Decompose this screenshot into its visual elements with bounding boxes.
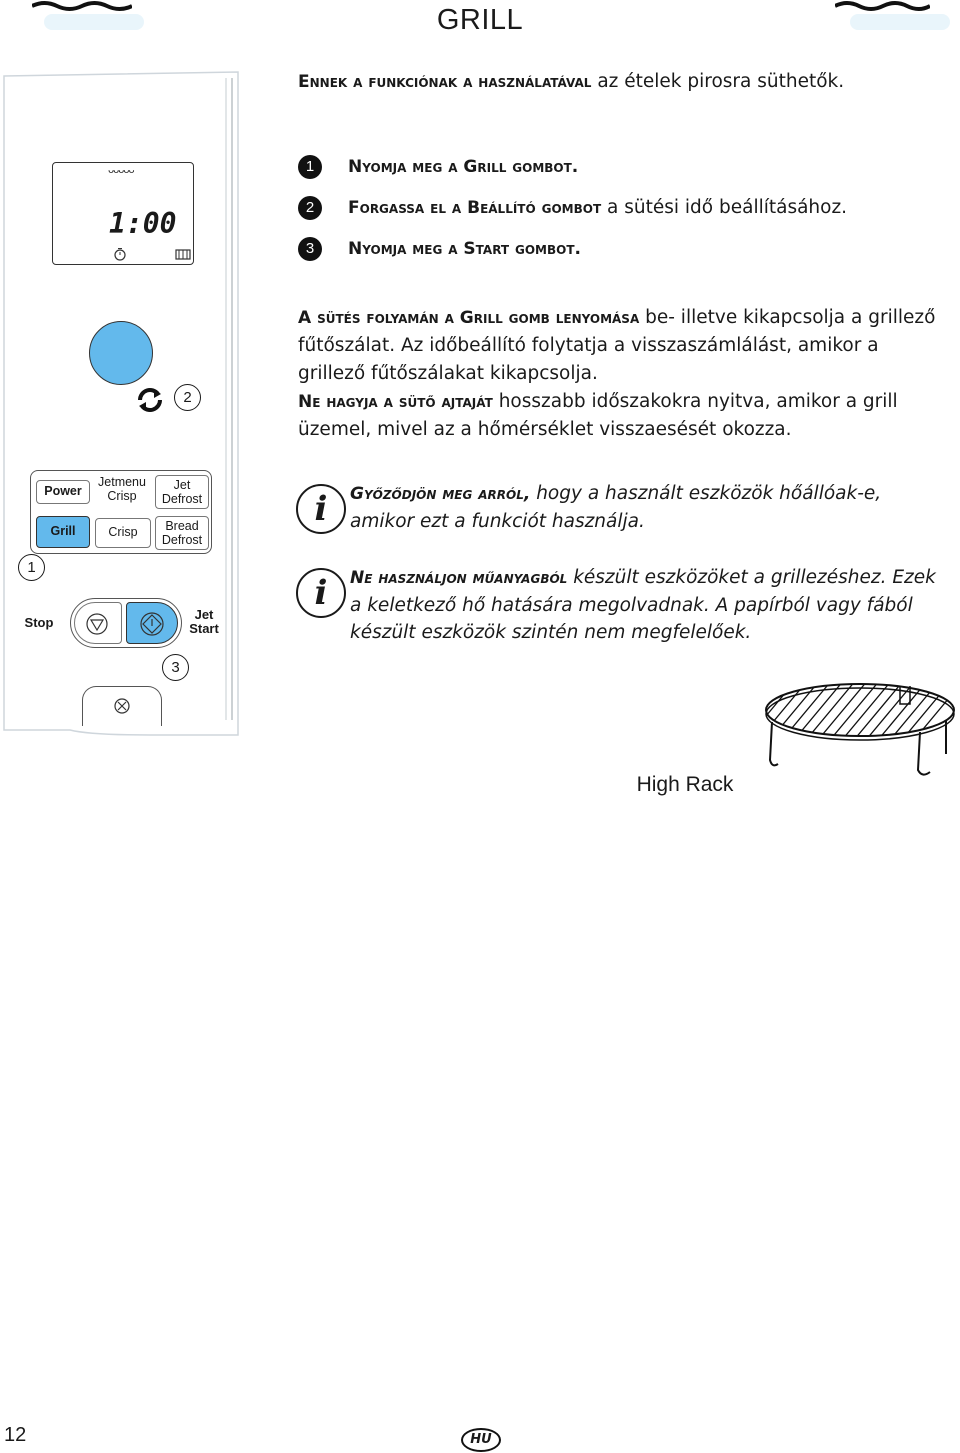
callout-1: 1	[18, 554, 45, 581]
stop-triangle-icon	[85, 612, 109, 636]
door-open-icon	[113, 697, 131, 715]
step-1	[298, 153, 938, 185]
rack-caption: High Rack	[636, 773, 734, 796]
step-1-number: 1	[298, 155, 322, 179]
stop-button[interactable]	[74, 602, 122, 644]
stop-label: Stop	[24, 615, 54, 630]
jetmenu-crisp-button[interactable]	[95, 475, 149, 503]
adjust-knob[interactable]	[89, 321, 153, 385]
timer-icon	[113, 247, 127, 261]
intro-caps: Ennek a funkciónak a használatával	[298, 72, 592, 92]
note2-caps: Ne használjon műanyagból	[350, 568, 568, 588]
bread-label: Bread	[165, 519, 199, 533]
note1-caps: Győződjön meg arról,	[350, 484, 531, 504]
step-2-number: 2	[298, 196, 322, 220]
intro-rest: az ételek pirosra süthetők.	[591, 71, 845, 92]
note1-rest: hogy a használt eszközök hőállóak-e, amikor ezt a funkciót használja.	[350, 483, 882, 532]
jet-start-line2: Start	[189, 621, 219, 636]
para2-rest: hosszabb időszakokra nyitva, amikor a grill üzemel, mivel az a hőmérséklet visszaesését okozza.	[298, 391, 898, 440]
defrost-label: Defrost	[161, 492, 203, 506]
para2-caps: Ne hagyja a sütő ajtaját	[298, 392, 493, 412]
step-3-caps: Nyomja meg a Start gombot.	[348, 239, 581, 259]
rotate-icon	[134, 386, 166, 414]
door-release-tab[interactable]	[82, 686, 162, 726]
lcd-display	[52, 162, 194, 265]
callout-2: 2	[174, 384, 201, 411]
step-1-caps: Nyomja meg a Grill gombot.	[348, 157, 579, 177]
grill-toggle-paragraph	[298, 304, 943, 388]
jet-start-line1: Jet	[194, 607, 214, 622]
page-title: GRILL	[436, 4, 524, 36]
jet-label: Jet	[173, 478, 191, 492]
info-icon: i	[296, 568, 346, 618]
power-button[interactable]: Power	[36, 480, 90, 504]
step-3-number: 3	[298, 237, 322, 261]
start-button[interactable]	[126, 602, 178, 644]
callout-3: 3	[162, 654, 189, 681]
grill-power-icon	[175, 247, 191, 261]
plastic-note	[350, 564, 945, 646]
jetmenu-label: Jetmenu	[98, 475, 146, 489]
bread-defrost-button[interactable]	[155, 516, 209, 550]
step-2-caps: Forgassa el a Beállító gombot	[348, 198, 602, 218]
heatproof-note	[350, 480, 945, 535]
step-list	[298, 153, 938, 267]
grill-button[interactable]: Grill	[36, 516, 90, 548]
lcd-time: 1:00	[109, 207, 177, 240]
page-number: 12	[4, 1424, 27, 1446]
crisp-button[interactable]: Crisp	[95, 518, 151, 548]
step-3	[298, 235, 938, 267]
jet-defrost-button[interactable]	[155, 475, 209, 509]
crisp-sub-label: Crisp	[107, 489, 137, 503]
intro-line	[298, 68, 938, 96]
note2-rest: készült eszközöket a grillezéshez. Ezek a keletkező hő hatására megolvadnak. A papírból vagy fából készült eszközök szintén nem megfelelőek.	[350, 567, 936, 643]
language-badge: HU	[461, 1428, 501, 1452]
lcd-dash-segments: ᴗᴗᴗᴗᴗ	[108, 165, 134, 176]
info-icon: i	[296, 484, 346, 534]
step-2-rest: a sütési idő beállításához.	[601, 197, 848, 218]
para1-rest: be- illetve kikapcsolja a grillező fűtőszálat. Az időbeállító folytatja a visszaszámlálást, amikor a grillező fűtőszálakat kikapcsolja.	[298, 307, 936, 384]
door-warning-paragraph	[298, 388, 943, 444]
bread-defrost-label: Defrost	[161, 533, 203, 547]
para1-caps: A sütés folyamán a Grill gomb lenyomása	[298, 308, 640, 328]
step-2	[298, 194, 938, 226]
start-diamond-icon	[139, 611, 165, 637]
high-rack-illustration	[760, 680, 960, 790]
jet-start-label	[184, 608, 224, 636]
